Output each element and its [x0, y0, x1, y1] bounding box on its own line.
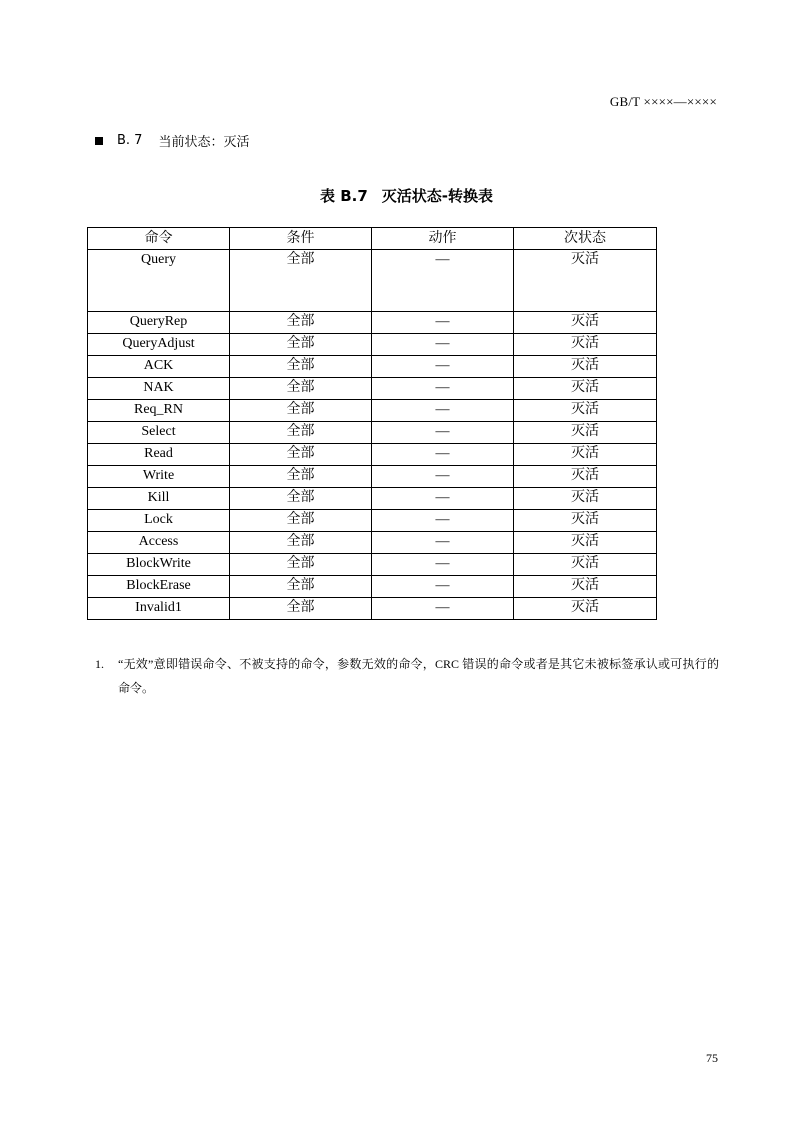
column-header-condition: 条件	[230, 228, 372, 250]
table-row	[88, 250, 657, 312]
table-row	[88, 378, 657, 400]
table-row	[88, 312, 657, 334]
cell-condition: 全部	[230, 422, 372, 444]
column-header-next-state: 次状态	[514, 228, 657, 250]
table-caption-number: 表 B.7	[319, 187, 368, 205]
cell-next-state: 灭活	[514, 598, 657, 620]
section-heading	[95, 131, 249, 150]
cell-condition: 全部	[230, 334, 372, 356]
cell-next-state: 灭活	[514, 334, 657, 356]
cell-command: BlockWrite	[88, 554, 230, 576]
cell-next-state: 灭活	[514, 400, 657, 422]
cell-condition: 全部	[230, 510, 372, 532]
cell-command: ACK	[88, 356, 230, 378]
cell-command: BlockErase	[88, 576, 230, 598]
table-row	[88, 554, 657, 576]
table-row	[88, 598, 657, 620]
cell-action: —	[372, 576, 514, 598]
cell-command: Access	[88, 532, 230, 554]
cell-condition: 全部	[230, 444, 372, 466]
section-title: 当前状态：灭活	[158, 135, 250, 150]
cell-condition: 全部	[230, 532, 372, 554]
cell-command: Lock	[88, 510, 230, 532]
cell-condition: 全部	[230, 356, 372, 378]
cell-next-state: 灭活	[514, 554, 657, 576]
cell-command: QueryRep	[88, 312, 230, 334]
cell-next-state: 灭活	[514, 444, 657, 466]
table-row	[88, 510, 657, 532]
cell-command: Write	[88, 466, 230, 488]
footnote-text: “无效”意即错误命令、不被支持的命令，参数无效的命令，CRC 错误的命令或者是其它未被标签承认或可执行的命令。	[118, 657, 719, 695]
cell-condition: 全部	[230, 378, 372, 400]
cell-command: Kill	[88, 488, 230, 510]
cell-condition: 全部	[230, 312, 372, 334]
cell-action: —	[372, 422, 514, 444]
cell-action: —	[372, 554, 514, 576]
cell-next-state: 灭活	[514, 378, 657, 400]
cell-next-state: 灭活	[514, 532, 657, 554]
cell-action: —	[372, 378, 514, 400]
table-caption	[0, 185, 793, 206]
table-row	[88, 444, 657, 466]
table-row	[88, 532, 657, 554]
document-code: GB/T ××××—××××	[609, 94, 717, 109]
cell-next-state: 灭活	[514, 312, 657, 334]
table-row	[88, 400, 657, 422]
cell-condition: 全部	[230, 576, 372, 598]
cell-next-state: 灭活	[514, 466, 657, 488]
cell-action: —	[372, 444, 514, 466]
section-number: B. 7	[117, 133, 143, 148]
page-number: 75	[706, 1051, 718, 1065]
cell-next-state: 灭活	[514, 250, 657, 312]
cell-action: —	[372, 510, 514, 532]
cell-next-state: 灭活	[514, 510, 657, 532]
cell-command: Invalid1	[88, 598, 230, 620]
cell-command: QueryAdjust	[88, 334, 230, 356]
cell-action: —	[372, 400, 514, 422]
cell-command: Select	[88, 422, 230, 444]
cell-condition: 全部	[230, 400, 372, 422]
square-bullet-icon	[95, 137, 103, 145]
state-transition-table	[87, 227, 657, 620]
cell-next-state: 灭活	[514, 488, 657, 510]
table-row	[88, 422, 657, 444]
cell-next-state: 灭活	[514, 422, 657, 444]
cell-command: Read	[88, 444, 230, 466]
cell-condition: 全部	[230, 466, 372, 488]
table-row	[88, 576, 657, 598]
cell-condition: 全部	[230, 250, 372, 312]
cell-condition: 全部	[230, 598, 372, 620]
cell-action: —	[372, 466, 514, 488]
cell-action: —	[372, 356, 514, 378]
footnote	[95, 652, 719, 700]
cell-action: —	[372, 312, 514, 334]
cell-command: Req_RN	[88, 400, 230, 422]
cell-next-state: 灭活	[514, 356, 657, 378]
cell-action: —	[372, 598, 514, 620]
cell-action: —	[372, 532, 514, 554]
footnote-number: 1.	[95, 657, 104, 671]
cell-action: —	[372, 488, 514, 510]
cell-command: NAK	[88, 378, 230, 400]
column-header-command: 命令	[88, 228, 230, 250]
table-row	[88, 334, 657, 356]
cell-action: —	[372, 334, 514, 356]
table-row	[88, 466, 657, 488]
cell-condition: 全部	[230, 488, 372, 510]
table-row	[88, 488, 657, 510]
table-caption-title: 灭活状态-转换表	[381, 187, 494, 205]
table-row	[88, 356, 657, 378]
cell-condition: 全部	[230, 554, 372, 576]
table-header-row	[88, 228, 657, 250]
cell-action: —	[372, 250, 514, 312]
column-header-action: 动作	[372, 228, 514, 250]
cell-command: Query	[88, 250, 230, 312]
cell-next-state: 灭活	[514, 576, 657, 598]
